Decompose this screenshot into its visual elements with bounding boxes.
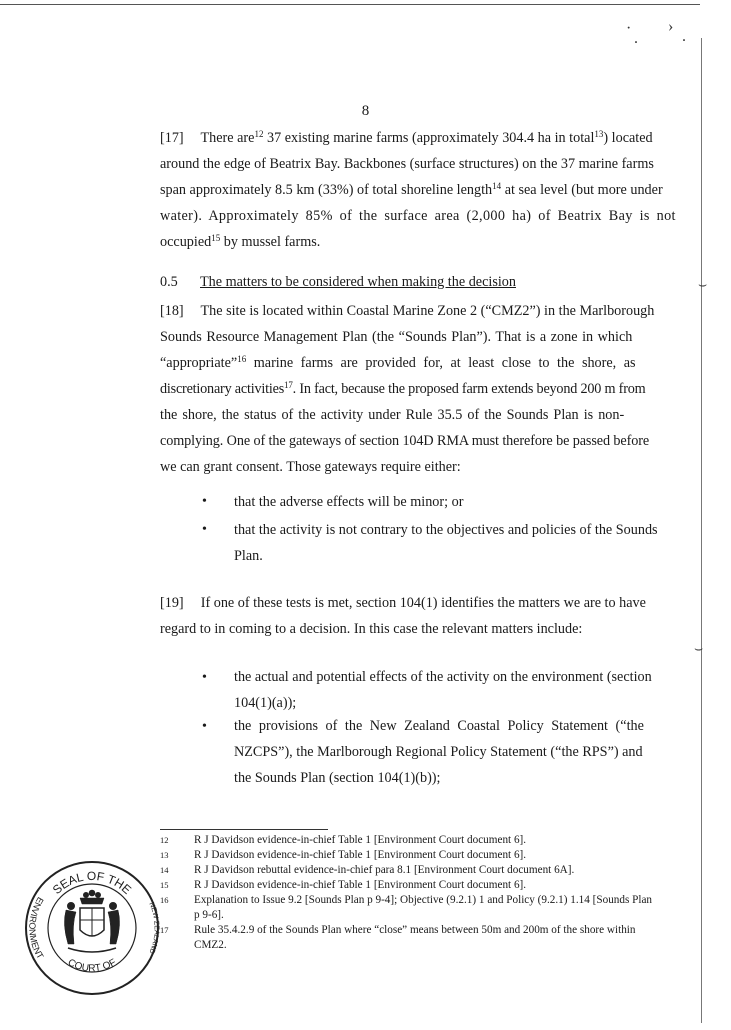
bullet-item	[234, 664, 658, 716]
seal-text-bottom: COURT OF	[65, 957, 119, 975]
footnote-ref: 12	[254, 129, 264, 139]
footnote-separator	[160, 829, 328, 830]
seal-text-top: SEAL OF THE	[49, 868, 135, 897]
section-heading: The matters to be considered when making the decision	[200, 274, 516, 290]
text-line	[160, 376, 645, 402]
text-run: discretionary activities	[160, 381, 285, 397]
bullet-item	[234, 489, 658, 515]
section-number: 0.5	[160, 274, 178, 290]
bullet-item	[234, 713, 658, 791]
text-run: There are	[200, 130, 255, 146]
footnote-number: 13	[160, 850, 169, 860]
text-run: the Sounds Plan (section 104(1)(b));	[234, 770, 441, 786]
text-run: 104(1)(a));	[234, 695, 297, 711]
scan-mark: ›	[668, 18, 674, 35]
text-run: Plan.	[234, 548, 263, 564]
footnote-text: R J Davidson evidence-in-chief Table 1 [Environment Court document 6].	[194, 849, 527, 861]
text-run: by mussel farms.	[220, 234, 321, 250]
margin-tick-mark: ⌣	[694, 642, 704, 657]
footnote-ref: 16	[237, 354, 247, 364]
text-run: 37 existing marine farms (approximately 304.4 ha in total	[263, 130, 595, 146]
text-run: NZCPS”), the Marlborough Regional Policy Statement (“the RPS”) and	[234, 744, 643, 760]
footnote-text: Explanation to Issue 9.2 [Sounds Plan p 9-4]; Objective (9.2.1) 1 and Policy (9.2.1) 1.14 [Sounds Plan p 9-6].	[194, 894, 653, 921]
seal-text-left: ENVIRONMENT	[27, 895, 46, 961]
text-run: the actual and potential effects of the activity on the environment (section	[234, 669, 652, 685]
paragraph-number: [19]	[160, 595, 184, 611]
footnote-text: R J Davidson evidence-in-chief Table 1 [Environment Court document 6].	[194, 834, 527, 846]
text-line: water). Approximately 85% of the surface area (2,000 ha) of Beatrix Bay is not	[160, 208, 676, 224]
text-line: Sounds Resource Management Plan (the “Sounds Plan”). That is a zone in which	[160, 329, 633, 345]
footnote-number: 16	[160, 895, 169, 905]
text-run: occupied	[160, 234, 212, 250]
text-run: . In fact, because the proposed farm extends beyond 200 m from	[292, 381, 646, 397]
footnote-number: 15	[160, 880, 169, 890]
text-run: The site is located within Coastal Marine Zone 2 (“CMZ2”) in the Marlborough	[200, 303, 655, 319]
text-line: complying. One of the gateways of section 104D RMA must therefore be passed before	[160, 433, 650, 449]
footnote-ref: 14	[492, 181, 502, 191]
top-border-line	[0, 4, 700, 5]
footnote-ref: 15	[211, 233, 221, 243]
text-run: that the adverse effects will be minor; or	[234, 494, 464, 510]
text-line: regard to in coming to a decision. In this case the relevant matters include:	[160, 621, 583, 637]
footnote-ref: 13	[594, 129, 604, 139]
text-run: “appropriate”	[160, 355, 238, 371]
text-line	[160, 177, 663, 203]
text-line: around the edge of Beatrix Bay. Backbones (surface structures) on the 37 marine farms	[160, 156, 654, 172]
bullet-icon: •	[202, 719, 207, 734]
scan-mark: .	[682, 28, 686, 45]
text-run: span approximately 8.5 km (33%) of total shoreline length	[160, 182, 493, 198]
bullet-icon: •	[202, 494, 207, 509]
text-run: ) located	[603, 130, 653, 146]
footnote-text: Rule 35.4.2.9 of the Sounds Plan where “close” means between 50m and 200m of the shore within CMZ2.	[194, 924, 636, 951]
text-run: the provisions of the New Zealand Coastal Policy Statement (“the	[234, 718, 644, 734]
court-seal	[22, 858, 162, 998]
margin-tick-mark: ⌣	[698, 278, 708, 293]
footnote-text: R J Davidson evidence-in-chief Table 1 [Environment Court document 6].	[194, 879, 527, 891]
text-run: marine farms are provided for, at least close to the shore, as	[246, 355, 636, 371]
footnote-number: 12	[160, 835, 169, 845]
text-run: at sea level (but more under	[501, 182, 663, 198]
text-line: we can grant consent. Those gateways require either:	[160, 459, 461, 475]
text-line: the shore, the status of the activity under Rule 35.5 of the Sounds Plan is non-	[160, 407, 625, 423]
text-run: If one of these tests is met, section 104(1) identifies the matters we are to have	[200, 595, 646, 611]
page-number: 8	[361, 103, 370, 119]
text-line	[160, 298, 654, 324]
coat-of-arms-icon	[64, 890, 119, 952]
text-line	[160, 350, 636, 376]
footnote-number: 14	[160, 865, 169, 875]
scan-mark: .	[634, 30, 638, 47]
right-margin-line	[701, 38, 702, 1023]
bullet-icon: •	[202, 522, 207, 537]
footnote-ref: 17	[284, 380, 293, 390]
text-line	[160, 590, 646, 616]
paragraph-number: [17]	[160, 130, 184, 146]
bullet-icon: •	[202, 670, 207, 685]
scan-mark: ·	[626, 20, 632, 37]
footnote-text: R J Davidson rebuttal evidence-in-chief para 8.1 [Environment Court document 6A].	[194, 864, 575, 876]
bullet-item	[234, 517, 658, 569]
text-run: that the activity is not contrary to the objectives and policies of the Sounds	[234, 522, 658, 538]
footnote-number: 17	[160, 925, 169, 935]
seal-text-right: NEW ZEALAND	[147, 901, 160, 955]
paragraph-number: [18]	[160, 303, 184, 319]
text-line	[160, 125, 653, 151]
text-line	[160, 229, 320, 255]
